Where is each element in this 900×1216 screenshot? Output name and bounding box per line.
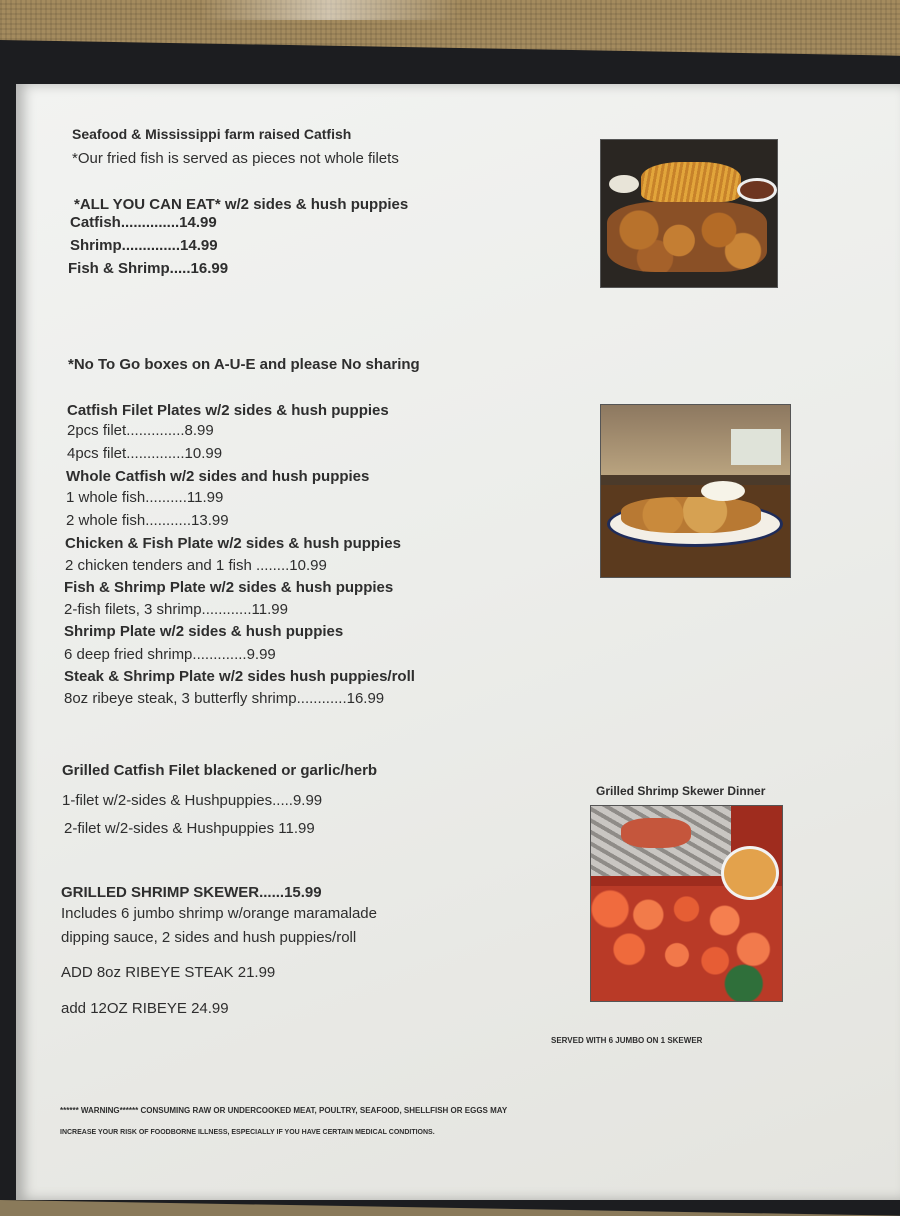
menu-item: 2-filet w/2-sides & Hushpuppies 11.99 [64,820,315,837]
menu-item: Catfish..............14.99 [70,214,217,231]
fried-fish-note: *Our fried fish is served as pieces not whole filets [72,150,399,167]
plastic-glare [200,0,460,20]
shrimp-skewer-photo [590,805,783,1002]
no-to-go-notice: *No To Go boxes on A-U-E and please No sharing [68,356,420,373]
menu-item: 2 chicken tenders and 1 fish ........10.99 [65,557,327,574]
photo-caption: Grilled Shrimp Skewer Dinner [596,784,766,798]
menu-item: 2-fish filets, 3 shrimp............11.99 [64,601,288,618]
skewer-heading: GRILLED SHRIMP SKEWER......15.99 [61,884,322,901]
add-ribeye-8oz: ADD 8oz RIBEYE STEAK 21.99 [61,964,276,981]
menu-item: 2 whole fish...........13.99 [66,512,229,529]
grilled-catfish-heading: Grilled Catfish Filet blackened or garlic/herb [62,762,378,779]
warning-line-1: ****** WARNING****** CONSUMING RAW OR UNDERCOOKED MEAT, POULTRY, SEAFOOD, SHELLFISH OR EGGS MAY [60,1106,508,1115]
menu-item: Fish & Shrimp.....16.99 [68,260,229,277]
menu-item: 4pcs filet..............10.99 [67,445,223,462]
menu-item: Shrimp..............14.99 [70,237,218,254]
plate-heading: Chicken & Fish Plate w/2 sides & hush puppies [65,535,401,552]
ayce-heading: *ALL YOU CAN EAT* w/2 sides & hush puppies [74,196,409,213]
skewer-description: Includes 6 jumbo shrimp w/orange maramalade [61,905,377,922]
add-ribeye-12oz: add 12OZ RIBEYE 24.99 [61,1000,229,1017]
skewer-description: dipping sauce, 2 sides and hush puppies/roll [61,929,357,946]
menu-item: 2pcs filet..............8.99 [67,422,214,439]
fried-platter-photo [600,139,778,288]
served-note: SERVED WITH 6 JUMBO ON 1 SKEWER [551,1036,703,1045]
plate-heading: Steak & Shrimp Plate w/2 sides hush puppies/roll [64,668,415,685]
menu-item: 6 deep fried shrimp.............9.99 [64,646,276,663]
plate-heading: Whole Catfish w/2 sides and hush puppies [66,468,370,485]
plate-heading: Fish & Shrimp Plate w/2 sides & hush puppies [64,579,394,596]
plate-heading: Catfish Filet Plates w/2 sides & hush puppies [67,402,389,419]
plate-heading: Shrimp Plate w/2 sides & hush puppies [64,623,344,640]
warning-line-2: INCREASE YOUR RISK OF FOODBORNE ILLNESS, ESPECIALLY IF YOU HAVE CERTAIN MEDICAL CONDITIONS. [60,1129,435,1136]
menu-item: 8oz ribeye steak, 3 butterfly shrimp............16.99 [64,690,385,707]
menu-item: 1-filet w/2-sides & Hushpuppies.....9.99 [62,792,323,809]
menu-item: 1 whole fish..........11.99 [66,489,224,506]
menu-title: Seafood & Mississippi farm raised Catfish [72,126,352,142]
restaurant-plate-photo [600,404,791,578]
